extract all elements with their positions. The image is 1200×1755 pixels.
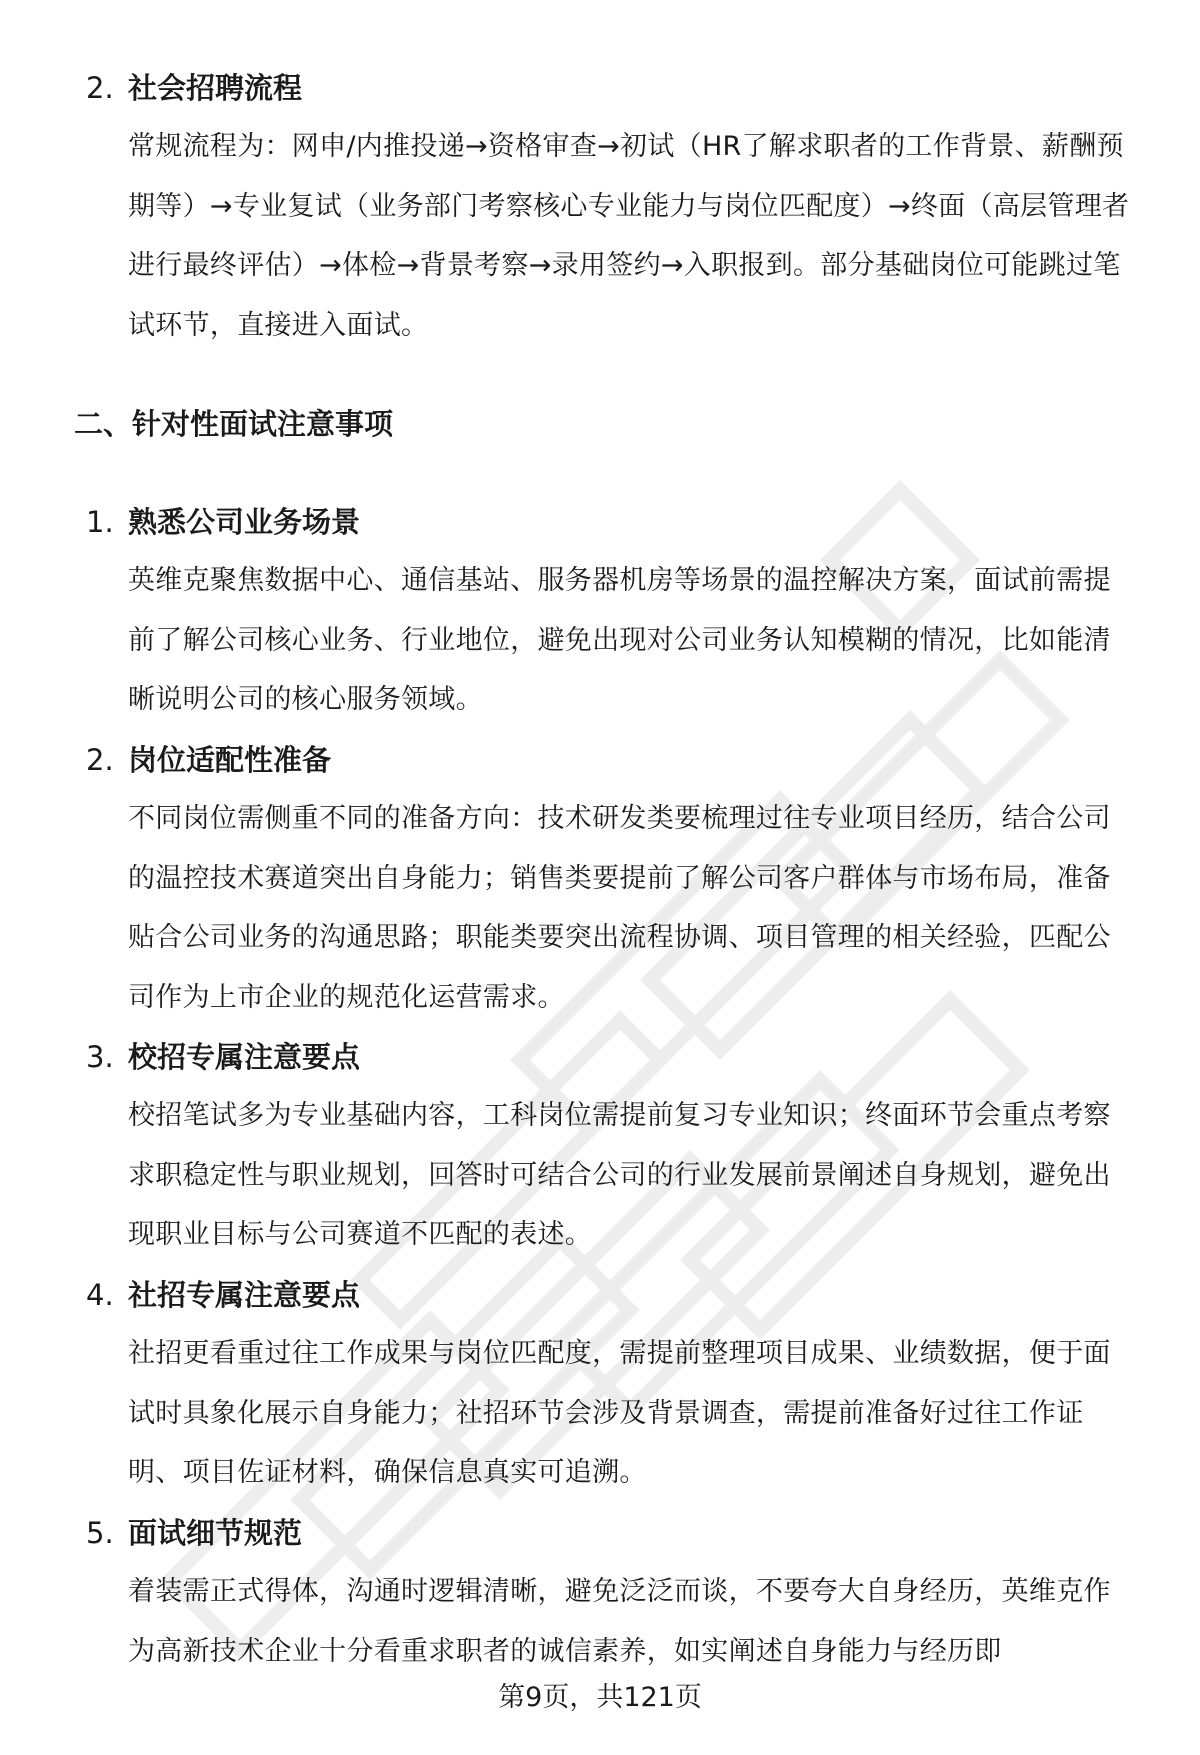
- item-number: 4.: [86, 1278, 114, 1312]
- item-title-text: 面试细节规范: [128, 1516, 303, 1550]
- item-number: 2.: [86, 743, 114, 777]
- item-title-text: 岗位适配性准备: [128, 743, 332, 777]
- item-1-title: [86, 502, 360, 542]
- item-1-body: 英维克聚焦数据中心、通信基站、服务器机房等场景的温控解决方案，面试前需提前了解公司核心业务、行业地位，避免出现对公司业务认知模糊的情况，比如能清晰说明公司的核心服务领域。: [128, 565, 1111, 715]
- item-number: 2.: [86, 71, 114, 105]
- item-number: 1.: [86, 505, 114, 539]
- item-3-title: [86, 1037, 360, 1077]
- section-heading: 二、针对性面试注意事项: [74, 407, 394, 441]
- item-title-text: 社会招聘流程: [128, 71, 303, 105]
- item-title-text: 社招专属注意要点: [128, 1278, 361, 1312]
- item-4-body: 社招更看重过往工作成果与岗位匹配度，需提前整理项目成果、业绩数据，便于面试时具象化展示自身能力；社招环节会涉及背景调查，需提前准备好过往工作证明、项目佐证材料，确保信息真实可追溯。: [128, 1338, 1111, 1488]
- item-title-text: 熟悉公司业务场景: [128, 505, 361, 539]
- item-3-body: 校招笔试多为专业基础内容，工科岗位需提前复习专业知识；终面环节会重点考察求职稳定性与职业规划，回答时可结合公司的行业发展前景阐述自身规划，避免出现职业目标与公司赛道不匹配的表述。: [128, 1100, 1111, 1250]
- item-2-body: 不同岗位需侧重不同的准备方向：技术研发类要梳理过往专业项目经历，结合公司的温控技术赛道突出自身能力；销售类要提前了解公司客户群体与市场布局，准备贴合公司业务的沟通思路；职能类要突出流程协调、项目管理的相关经验，匹配公司作为上市企业的规范化运营需求。: [128, 803, 1111, 1013]
- page-number: 第9页，共121页: [498, 1682, 702, 1713]
- social-recruitment-body: 常规流程为：网申/内推投递→资格审查→初试（HR了解求职者的工作背景、薪酬预期等）→专业复试（业务部门考察核心专业能力与岗位匹配度）→终面（高层管理者进行最终评估）→体检→背景考察→录用签约→入职报到。部分基础岗位可能跳过笔试环节，直接进入面试。: [128, 131, 1130, 341]
- social-recruitment-title: [86, 68, 302, 108]
- item-number: 5.: [86, 1516, 114, 1550]
- item-number: 3.: [86, 1040, 114, 1074]
- item-4-title: [86, 1275, 360, 1315]
- item-5-body: 着装需正式得体，沟通时逻辑清晰，避免泛泛而谈，不要夸大自身经历，英维克作为高新技术企业十分看重求职者的诚信素养，如实阐述自身能力与经历即: [128, 1576, 1111, 1667]
- item-2-title: [86, 740, 331, 780]
- item-5-title: [86, 1513, 302, 1553]
- item-title-text: 校招专属注意要点: [128, 1040, 361, 1074]
